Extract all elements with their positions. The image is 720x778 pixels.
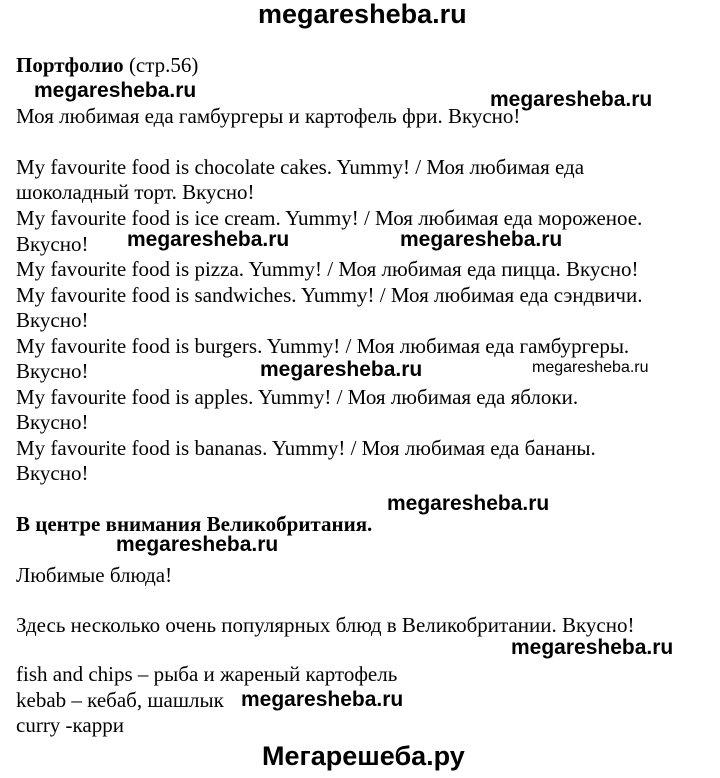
dish-item: kebab – кебаб, шашлык	[16, 688, 224, 712]
watermark: megaresheba.ru	[490, 88, 653, 111]
portfolio-intro: Моя любимая еда гамбургеры и картофель фри. Вкусно!	[16, 104, 521, 128]
watermark: megaresheba.ru	[511, 636, 674, 659]
footer-watermark: Мегарешеба.ру	[262, 741, 465, 771]
portfolio-line: My favourite food is ice cream. Yummy! / Моя любимая еда мороженое.	[16, 206, 643, 230]
watermark: megaresheba.ru	[532, 359, 649, 376]
portfolio-line: My favourite food is pizza. Yummy! / Моя любимая еда пицца. Вкусно!	[16, 257, 639, 281]
watermark: megaresheba.ru	[387, 492, 550, 515]
portfolio-line: My favourite food is apples. Yummy! / Моя любимая еда яблоки.	[16, 385, 579, 409]
portfolio-title-bold: Портфолио	[16, 53, 124, 77]
portfolio-line: My favourite food is chocolate cakes. Yummy! / Моя любимая еда	[16, 155, 585, 179]
portfolio-line: My favourite food is sandwiches. Yummy! / Моя любимая еда сэндвичи.	[16, 283, 643, 307]
portfolio-line: My favourite food is burgers. Yummy! / Моя любимая еда гамбургеры.	[16, 334, 630, 358]
watermark: megaresheba.ru	[116, 533, 279, 556]
dish-item: fish and chips – рыба и жареный картофель	[16, 662, 398, 686]
portfolio-line: My favourite food is bananas. Yummy! / Моя любимая еда бананы.	[16, 436, 596, 460]
portfolio-line: шоколадный торт. Вкусно!	[16, 180, 255, 204]
portfolio-line: Вкусно!	[16, 308, 89, 332]
spotlight-title: В центре внимания Великобритания.	[16, 512, 373, 536]
portfolio-line: Вкусно!	[16, 232, 89, 256]
watermark: megaresheba.ru	[241, 688, 404, 711]
spotlight-subtitle: Любимые блюда!	[16, 563, 173, 587]
watermark: megaresheba.ru	[34, 79, 197, 102]
portfolio-title-page: (стр.56)	[123, 53, 199, 77]
portfolio-line: Вкусно!	[16, 359, 89, 383]
watermark: megaresheba.ru	[400, 228, 563, 251]
portfolio-title	[16, 53, 198, 77]
watermark: megaresheba.ru	[260, 358, 423, 381]
header-watermark: megaresheba.ru	[258, 0, 467, 29]
portfolio-line: Вкусно!	[16, 410, 89, 434]
dish-item: curry -карри	[16, 713, 124, 737]
watermark: megaresheba.ru	[127, 228, 290, 251]
portfolio-line: Вкусно!	[16, 461, 89, 485]
spotlight-intro: Здесь несколько очень популярных блюд в Великобритании. Вкусно!	[16, 613, 635, 637]
